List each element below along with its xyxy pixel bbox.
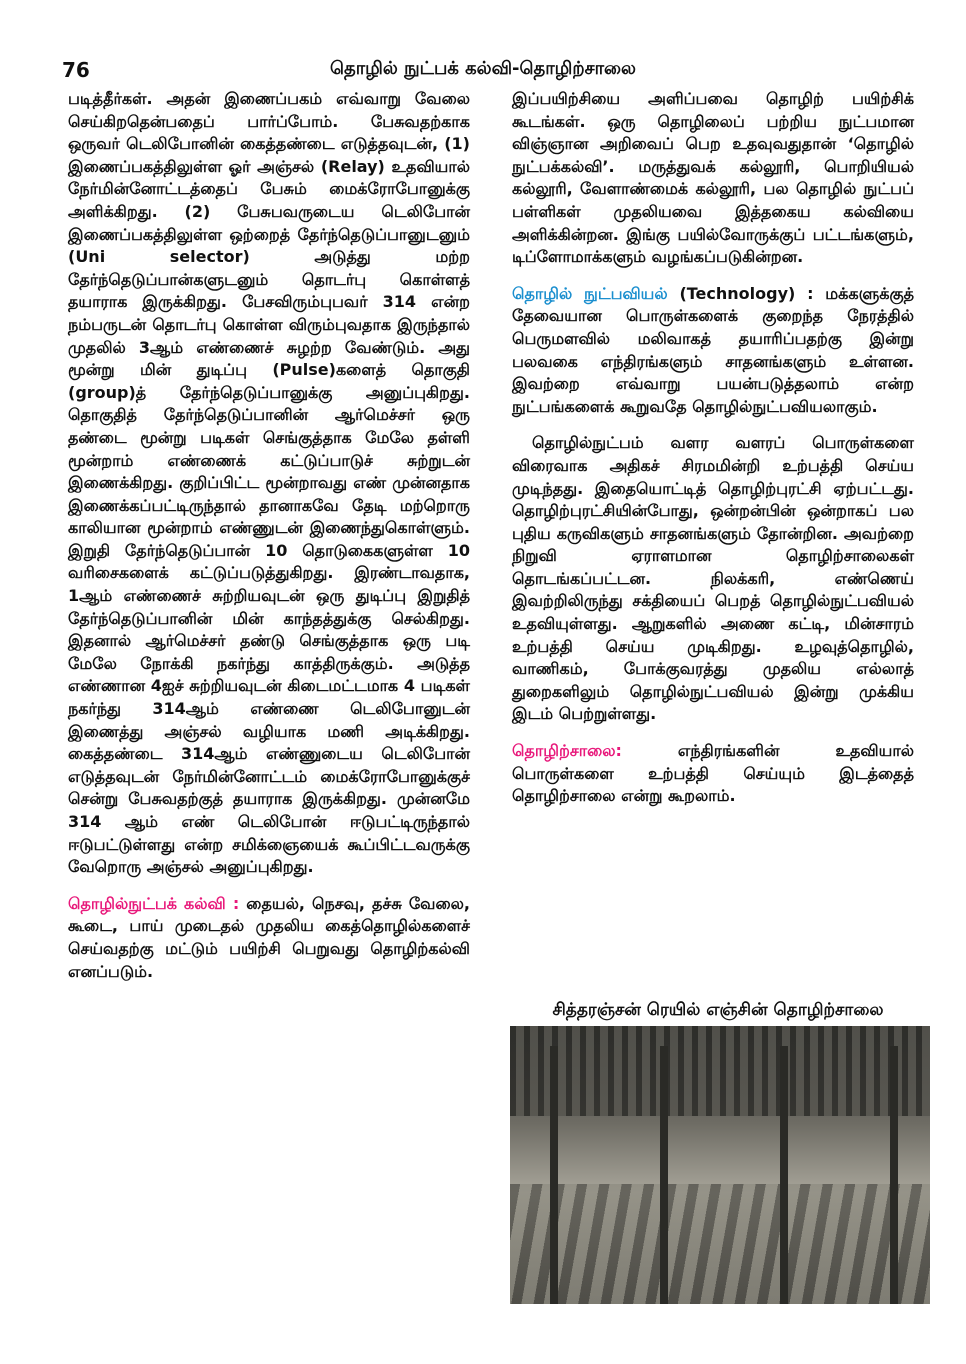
photo-beam <box>550 1046 558 1304</box>
photo-beam <box>890 1046 898 1304</box>
section-technology <box>512 283 914 419</box>
photo-roof <box>510 1026 930 1116</box>
section-heading: தொழில் நுட்பவியல் <box>512 283 668 303</box>
section-heading-english: (Technology) : <box>679 283 814 303</box>
photo-beam <box>660 1046 668 1304</box>
section-text: மக்களுக்குத் தேவையான பொருள்களைக் குறைந்த நேரத்தில் பெருமளவில் மலிவாகத் தயாரிப்பதற்கு இன்று பலவகை எந்திரங்களும் சாதனங்களும் உள்ளன. இவற்றை எவ்வாறு பயன்படுத்தலாம் என்ற நுட்பங்களைக் கூறுவதே தொழில்நுட்பவியலாகும். <box>512 283 914 416</box>
page-number: 76 <box>62 58 90 82</box>
section-text: எந்திரங்களின் உதவியால் பொருள்களை உற்பத்தி செய்யும் இடத்தைத் தொழிற்சாலை என்று கூறலாம். <box>512 741 914 806</box>
photo-beam <box>780 1046 788 1304</box>
section-technical-education <box>68 893 470 983</box>
photo-floor <box>510 1184 930 1304</box>
factory-photo <box>510 1026 930 1304</box>
photo-caption: சித்தரஞ்சன் ரெயில் எஞ்சின் தொழிற்சாலை <box>552 1000 884 1020</box>
section-text: தையல், நெசவு, தச்சு வேலை, கூடை, பாய் முடைதல் முதலிய கைத்தொழில்களைச் செய்வதற்கு மட்டும் பயிற்சி பெறுவது தொழிற்கல்வி எனப்படும். <box>68 893 470 981</box>
body-paragraph: தொழில்நுட்பம் வளர வளரப் பொருள்களை விரைவாக அதிகச் சிரமமின்றி உற்பத்தி செய்ய முடிந்தது. இதையொட்டித் தொழிற்புரட்சி ஏற்பட்டது. தொழிற்புரட்சியின்போது, ஒன்றன்பின் ஒன்றாகப் பல புதிய கருவிகளும் சாதனங்களும் தோன்றின. அவற்றை நிறுவி ஏராளமான தொழிற்சாலைகள் தொடங்கப்பட்டன. நிலக்கரி, எண்ணெய் இவற்றிலிருந்து சக்தியைப் பெறத் தொழில்நுட்பவியல் உதவியுள்ளது. ஆறுகளில் அணை கட்டி, மின்சாரம் உற்பத்தி செய்ய முடிகிறது. உழவுத்தொழில், வாணிகம், போக்குவரத்து முதலிய எல்லாத் துறைகளிலும் தொழில்நுட்பவியல் இன்று முக்கிய இடம் பெற்றுள்ளது. <box>512 433 914 724</box>
section-factory <box>512 740 914 808</box>
right-column <box>512 88 914 808</box>
running-head: தொழில் நுட்பக் கல்வி-தொழிற்சாலை <box>330 58 636 79</box>
left-column <box>68 88 470 983</box>
body-paragraph: படித்தீர்கள். அதன் இணைப்பகம் எவ்வாறு வேலை செய்கிறதென்பதைப் பார்ப்போம். பேசுவதற்காக ஒருவர் டெலிபோனின் கைத்தண்டை எடுத்தவுடன், (1) இணைப்பகத்திலுள்ள ஓர் அஞ்சல் (Relay) உதவியால் நேர்மின்னோட்டத்தைப் பேசும் மைக்ரோபோனுக்கு அளிக்கிறது. (2) பேசுபவருடைய டெலிபோன் இணைப்பகத்திலுள்ள ஒற்றைத் தேர்ந்தெடுப்பானுடனும் (Uni selector) அடுத்து மற்ற தேர்ந்தெடுப்பான்களுடனும் தொடர்பு கொள்ளத் தயாராக இருக்கிறது. பேசவிரும்புபவர் 314 என்ற நம்பருடன் தொடர்பு கொள்ள விரும்புவதாக இருந்தால் முதலில் 3ஆம் எண்ணைச் சுழற்ற வேண்டும். அது மூன்று மின் துடிப்பு (Pulse)களைத் தொகுதி (group)த் தேர்ந்தெடுப்பானுக்கு அனுப்புகிறது. தொகுதித் தேர்ந்தெடுப்பானின் ஆர்மெச்சர் ஒரு தண்டை மூன்று படிகள் செங்குத்தாக மேலே தள்ளி மூன்றாம் எண்ணைக் கட்டுப்பாடுச் சுற்றுடன் இணைக்கிறது. குறிப்பிட்ட மூன்றாவது எண் முன்னதாக இணைக்கப்பட்டிருந்தால் தானாகவே தேடி மற்றொரு காலியான மூன்றாம் எண்ணுடன் இணைந்துகொள்ளும். இறுதி தேர்ந்தெடுப்பான் 10 தொடுகைகளுள்ள 10 வரிசைகளைக் கட்டுப்படுத்துகிறது. இரண்டாவதாக, 1ஆம் எண்ணைச் சுற்றியவுடன் ஒரு துடிப்பு இறுதித் தேர்ந்தெடுப்பானின் மின் காந்தத்துக்கு செல்கிறது. இதனால் ஆர்மெச்சர் தண்டு செங்குத்தாக ஒரு படி மேலே நோக்கி நகர்ந்து காத்திருக்கும். அடுத்த எண்ணான 4ஐச் சுற்றியவுடன் கிடைமட்டமாக 4 படிகள் நகர்ந்து 314ஆம் எண்ணை டெலிபோனுடன் இணைத்து அஞ்சல் வழியாக மணி அடிக்கிறது. கைத்தண்டை 314ஆம் எண்ணுடைய டெலிபோன் எடுத்தவுடன் நேர்மின்னோட்டம் மைக்ரோபோனுக்குச் சென்று பேசுவதற்குத் தயாராக இருக்கிறது. முன்னமே 314 ஆம் எண் டெலிபோன் ஈடுபட்டிருந்தால் ஈடுபட்டுள்ளது என்ற சமிக்ஞையைக் கூப்பிட்டவருக்கு வேறொரு அஞ்சல் அனுப்புகிறது. <box>68 89 470 877</box>
section-heading: தொழில்நுட்பக் கல்வி : <box>68 893 240 913</box>
body-paragraph: இப்பயிற்சியை அளிப்பவை தொழிற் பயிற்சிக் கூடங்கள். ஒரு தொழிலைப் பற்றிய நுட்பமான விஞ்ஞான அறிவைப் பெற உதவுவதுதான் ‘தொழில் நுட்பக்கல்வி’. மருத்துவக் கல்லூரி, பொறியியல் கல்லூரி, வேளாண்மைக் கல்லூரி, பல தொழில் நுட்பப் பள்ளிகள் முதலியவை இத்தகைய கல்வியை அளிக்கின்றன. இங்கு பயில்வோருக்குப் பட்டங்களும், டிப்ளோமாக்களும் வழங்கப்படுகின்றன. <box>512 89 914 267</box>
section-heading: தொழிற்சாலை: <box>512 741 622 761</box>
